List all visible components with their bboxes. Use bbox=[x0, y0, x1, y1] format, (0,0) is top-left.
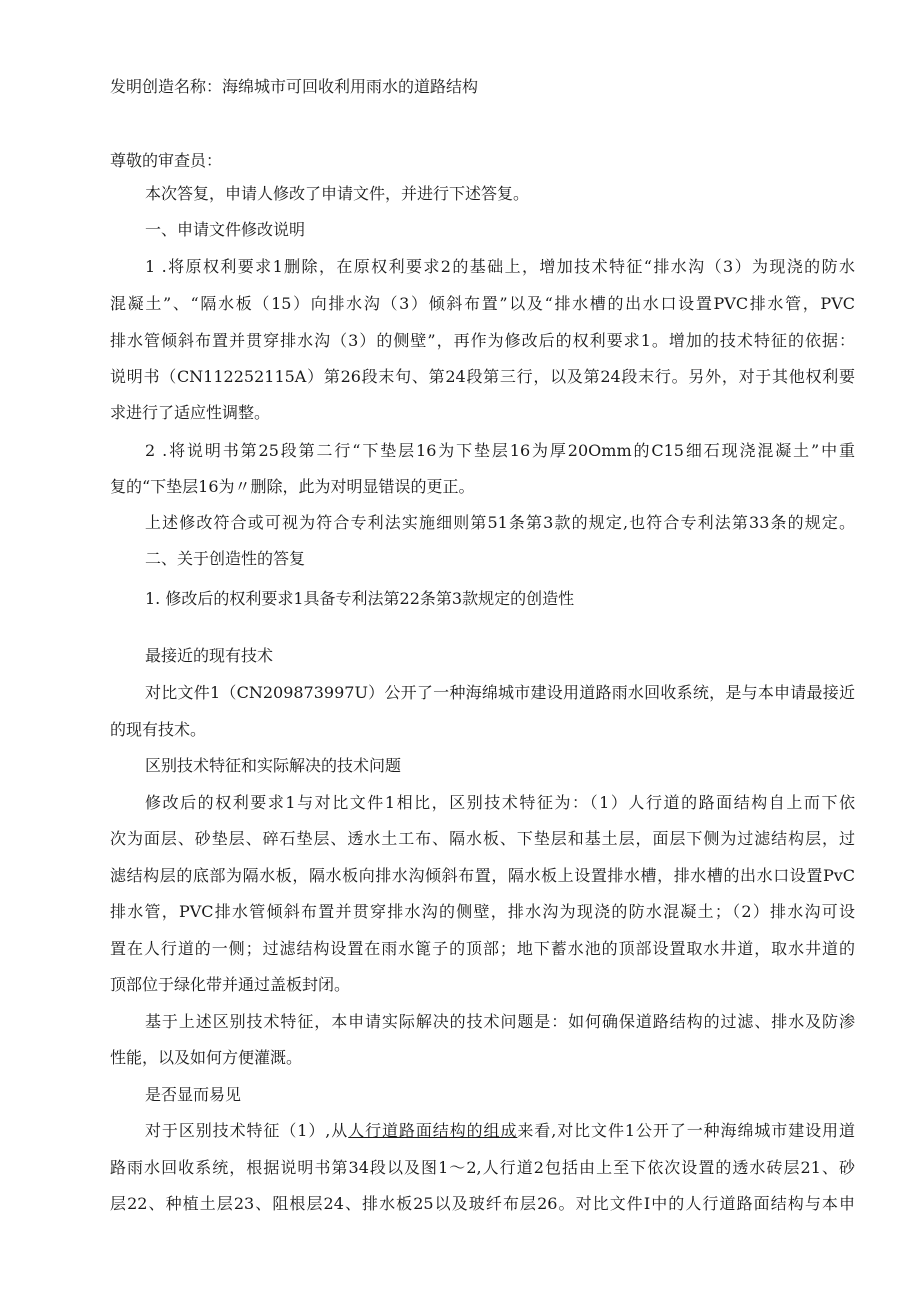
invention-title: 发明创造名称：海绵城市可回收利用雨水的道路结构 bbox=[110, 77, 479, 96]
section-heading: 一、申请文件修改说明 bbox=[145, 220, 306, 239]
paragraph-line: 排水管，PVC排水管倾斜布置并贯穿排水沟的侧壁，排水沟为现浇的防水混凝土；（2）排水沟可设 bbox=[110, 902, 855, 921]
salutation: 尊敬的审查员： bbox=[110, 151, 223, 170]
paragraph-line: 2 .将说明书第25段第二行“下垫层16为下垫层16为厚20Omm的C15细石现浇混凝土”中重 bbox=[145, 441, 855, 460]
paragraph-line: 层22、种植土层23、阻根层24、排水板25以及玻纤布层26。对比文件I中的人行道路面结构与本申 bbox=[110, 1194, 855, 1213]
paragraph-line: 复的“下垫层16为〃删除，此为对明显错误的更正。 bbox=[110, 477, 475, 496]
subsection-heading: 1. 修改后的权利要求1具备专利法第22条第3款规定的创造性 bbox=[145, 589, 575, 608]
paragraph-line: 修改后的权利要求1与对比文件1相比，区别技术特征为：（1）人行道的路面结构自上而下依 bbox=[145, 793, 855, 812]
section-heading: 二、关于创造性的答复 bbox=[145, 549, 306, 568]
paragraph-line: 顶部位于绿化带并通过盖板封闭。 bbox=[110, 975, 351, 994]
paragraph-line: 滤结构层的底部为隔水板，隔水板向排水沟倾斜布置，隔水板上设置排水槽，排水槽的出水口设置PvC bbox=[110, 866, 855, 885]
paragraph-line: 本次答复，申请人修改了申请文件，并进行下述答复。 bbox=[145, 184, 530, 203]
paragraph-line: 对比文件1（CN209873997U）公开了一种海绵城市建设用道路雨水回收系统，是与本申请最接近 bbox=[145, 683, 855, 702]
paragraph-line: 性能，以及如何方便灌溉。 bbox=[110, 1048, 303, 1067]
paragraph-line: 求进行了适应性调整。 bbox=[110, 403, 271, 422]
paragraph-line bbox=[145, 1120, 855, 1142]
paragraph-line: 置在人行道的一侧；过滤结构设置在雨水篦子的顶部；地下蓄水池的顶部设置取水井道，取水井道的 bbox=[110, 939, 855, 958]
paragraph-line: 上述修改符合或可视为符合专利法实施细则第51条第3款的规定,也符合专利法第33条的规定。 bbox=[145, 513, 855, 532]
subsection-heading: 是否显而易见 bbox=[145, 1085, 242, 1104]
paragraph-line: 路雨水回收系统，根据说明书第34段以及图1～2,人行道2包括由上至下依次设置的透水砖层21、砂 bbox=[110, 1158, 855, 1177]
underlined-text: 人行道路面结构的组成 bbox=[348, 1121, 518, 1140]
text-span: 对于区别技术特征（1）,从 bbox=[145, 1121, 349, 1140]
paragraph-line: 次为面层、砂垫层、碎石垫层、透水土工布、隔水板、下垫层和基土层，面层下侧为过滤结构层，过 bbox=[110, 829, 855, 848]
text-span: 来看,对比文件1公开了一种海绵城市建设用道 bbox=[517, 1121, 855, 1140]
paragraph-line: 混凝土”、“隔水板（15）向排水沟（3）倾斜布置”以及“排水槽的出水口设置PVC排水管，PVC bbox=[110, 294, 855, 313]
paragraph-line: 的现有技术。 bbox=[110, 720, 207, 739]
paragraph-line: 1 .将原权利要求1删除，在原权利要求2的基础上，增加技术特征“排水沟（3）为现浇的防水 bbox=[145, 257, 855, 276]
paragraph-line: 说明书（CN112252115A）第26段末句、第24段第三行，以及第24段末行。另外，对于其他权利要 bbox=[110, 367, 855, 386]
subsection-heading: 区别技术特征和实际解决的技术问题 bbox=[145, 756, 402, 775]
paragraph-line: 排水管倾斜布置并贯穿排水沟（3）的侧壁”，再作为修改后的权利要求1。增加的技术特征的依据： bbox=[110, 331, 855, 350]
paragraph-line: 基于上述区别技术特征，本申请实际解决的技术问题是：如何确保道路结构的过滤、排水及防渗 bbox=[145, 1012, 855, 1031]
subsection-heading: 最接近的现有技术 bbox=[145, 646, 274, 665]
